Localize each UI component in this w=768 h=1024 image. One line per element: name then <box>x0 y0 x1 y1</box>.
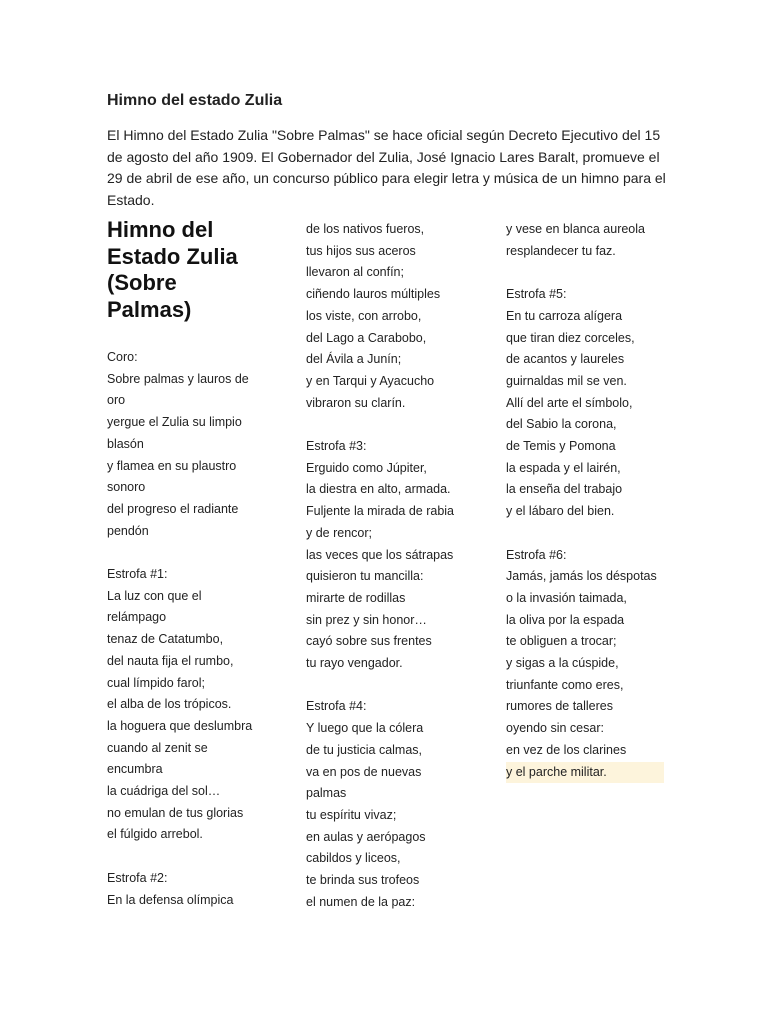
verse-line: tus hijos sus aceros <box>306 243 416 258</box>
verse-line: Y luego que la cólera <box>306 721 424 736</box>
verse-line: blasón <box>107 436 144 451</box>
verse-line: tenaz de Catatumbo, <box>107 632 224 647</box>
verse-line: Jamás, jamás los déspotas <box>506 569 657 584</box>
stanza-heading: Estrofa #1: <box>107 567 168 582</box>
verse-line: quisieron tu mancilla: <box>306 569 424 584</box>
verse-line: y flamea en su plaustro <box>107 458 237 473</box>
verse-line: sin prez y sin honor… <box>306 612 427 627</box>
verse-line: de los nativos fueros, <box>306 222 425 236</box>
stanza-gap <box>506 262 676 284</box>
intro-paragraph: El Himno del Estado Zulia "Sobre Palmas" se hace oficial según Decreto Ejecutivo del 15 de agosto del año 1909. El Gobernador del Zulia, José Ignacio Lares Baralt, promueve el 29 de abril de ese año, un concurso público para elegir letra y música de un himno para el Estado. <box>107 127 666 208</box>
verse-line: Sobre palmas y lauros de <box>107 371 249 386</box>
verse-line: Allí del arte el símbolo, <box>506 395 633 410</box>
verse-line: y en Tarqui y Ayacucho <box>306 373 435 388</box>
verse-line: y de rencor; <box>306 525 373 540</box>
verse-line: los viste, con arrobo, <box>306 308 422 323</box>
anthem-column-1 <box>107 217 267 911</box>
stanza-gap <box>506 523 676 545</box>
verse-line: resplandecer tu faz. <box>506 243 616 258</box>
verse-line: rumores de talleres <box>506 699 613 714</box>
verse-line: mirarte de rodillas <box>306 590 406 605</box>
stanza-heading: Coro: <box>107 350 138 364</box>
anthem-title-line: (Sobre <box>107 270 177 295</box>
verse-line: triunfante como eres, <box>506 677 624 692</box>
verse-lines <box>506 219 676 783</box>
verse-line: la diestra en alto, armada. <box>306 482 451 497</box>
verse-line: de acantos y laureles <box>506 352 625 367</box>
verse-line: y el parche militar. <box>506 762 664 784</box>
verse-line: la espada y el lairén, <box>506 460 621 475</box>
verse-line: vibraron su clarín. <box>306 395 406 410</box>
verse-line: tu espíritu vivaz; <box>306 807 397 822</box>
verse-line: en aulas y aerópagos <box>306 829 426 844</box>
verse-line: En la defensa olímpica <box>107 892 234 907</box>
verse-line: del Ávila a Junín; <box>306 352 402 367</box>
verse-line: Fuljente la mirada de rabia <box>306 504 454 519</box>
verse-line: oyendo sin cesar: <box>506 721 604 736</box>
verse-line: y sigas a la cúspide, <box>506 656 619 671</box>
stanza-heading: Estrofa #2: <box>107 870 168 885</box>
stanza-gap <box>107 542 267 564</box>
anthem-title <box>107 217 267 323</box>
verse-line: del Lago a Carabobo, <box>306 330 427 345</box>
verse-lines <box>306 219 476 913</box>
verse-line: La luz con que el <box>107 588 202 603</box>
stanza-heading: Estrofa #4: <box>306 699 367 714</box>
verse-line: guirnaldas mil se ven. <box>506 373 627 388</box>
verse-line: En tu carroza alígera <box>506 308 623 323</box>
anthem-column-2 <box>306 219 476 913</box>
verse-line: que tiran diez corceles, <box>506 330 635 345</box>
stanza-heading: Estrofa #3: <box>306 439 367 454</box>
anthem-title-line: Estado Zulia <box>107 243 238 269</box>
verse-line: pendón <box>107 523 149 538</box>
verse-line: del Sabio la corona, <box>506 417 617 432</box>
anthem-column-3 <box>506 219 676 783</box>
verse-line: sonoro <box>107 480 146 495</box>
verse-line: la hoguera que deslumbra <box>107 718 253 733</box>
verse-line: relámpago <box>107 610 167 625</box>
verse-line: yergue el Zulia su limpio <box>107 415 242 430</box>
verse-line: Erguido como Júpiter, <box>306 460 427 475</box>
verse-line: ciñendo lauros múltiples <box>306 287 441 302</box>
anthem-title-line: Palmas) <box>107 296 192 322</box>
verse-line: cabildos y liceos, <box>306 851 401 866</box>
stanza-heading: Estrofa #6: <box>506 547 567 562</box>
verse-line: la oliva por la espada <box>506 612 625 627</box>
verse-line: va en pos de nuevas <box>306 764 422 779</box>
verse-line: te brinda sus trofeos <box>306 873 420 888</box>
stanza-gap <box>306 414 476 436</box>
verse-line: de Temis y Pomona <box>506 439 616 454</box>
verse-line: la cuádriga del sol… <box>107 784 221 799</box>
stanza-gap <box>306 675 476 697</box>
verse-line: cuando al zenit se <box>107 740 208 755</box>
verse-line: del progreso el radiante <box>107 501 239 516</box>
verse-line: cayó sobre sus frentes <box>306 634 432 649</box>
verse-line: llevaron al confín; <box>306 265 404 280</box>
verse-line: te obliguen a trocar; <box>506 634 617 649</box>
verse-line: el numen de la paz: <box>306 894 416 909</box>
verse-line: el alba de los trópicos. <box>107 697 232 712</box>
anthem-title-line: Himno del <box>107 217 214 242</box>
page-title: Himno del estado Zulia <box>107 92 283 109</box>
verse-lines <box>107 347 267 911</box>
verse-line: la enseña del trabajo <box>506 482 623 497</box>
verse-line: o la invasión taimada, <box>506 590 627 605</box>
verse-line: de tu justicia calmas, <box>306 742 423 757</box>
stanza-heading: Estrofa #5: <box>506 287 567 302</box>
verse-line: las veces que los sátrapas <box>306 547 454 562</box>
verse-line: del nauta fija el rumbo, <box>107 653 234 668</box>
verse-line: oro <box>107 393 126 408</box>
verse-line: no emulan de tus glorias <box>107 805 244 820</box>
verse-line: encumbra <box>107 762 163 777</box>
stanza-gap <box>107 846 267 868</box>
verse-line: el fúlgido arrebol. <box>107 827 203 842</box>
verse-line: y vese en blanca aureola <box>506 222 645 236</box>
verse-line: palmas <box>306 786 347 801</box>
verse-line: tu rayo vengador. <box>306 656 403 671</box>
verse-line: y el lábaro del bien. <box>506 504 615 519</box>
verse-line: cual límpido farol; <box>107 675 205 690</box>
verse-line: en vez de los clarines <box>506 742 627 757</box>
